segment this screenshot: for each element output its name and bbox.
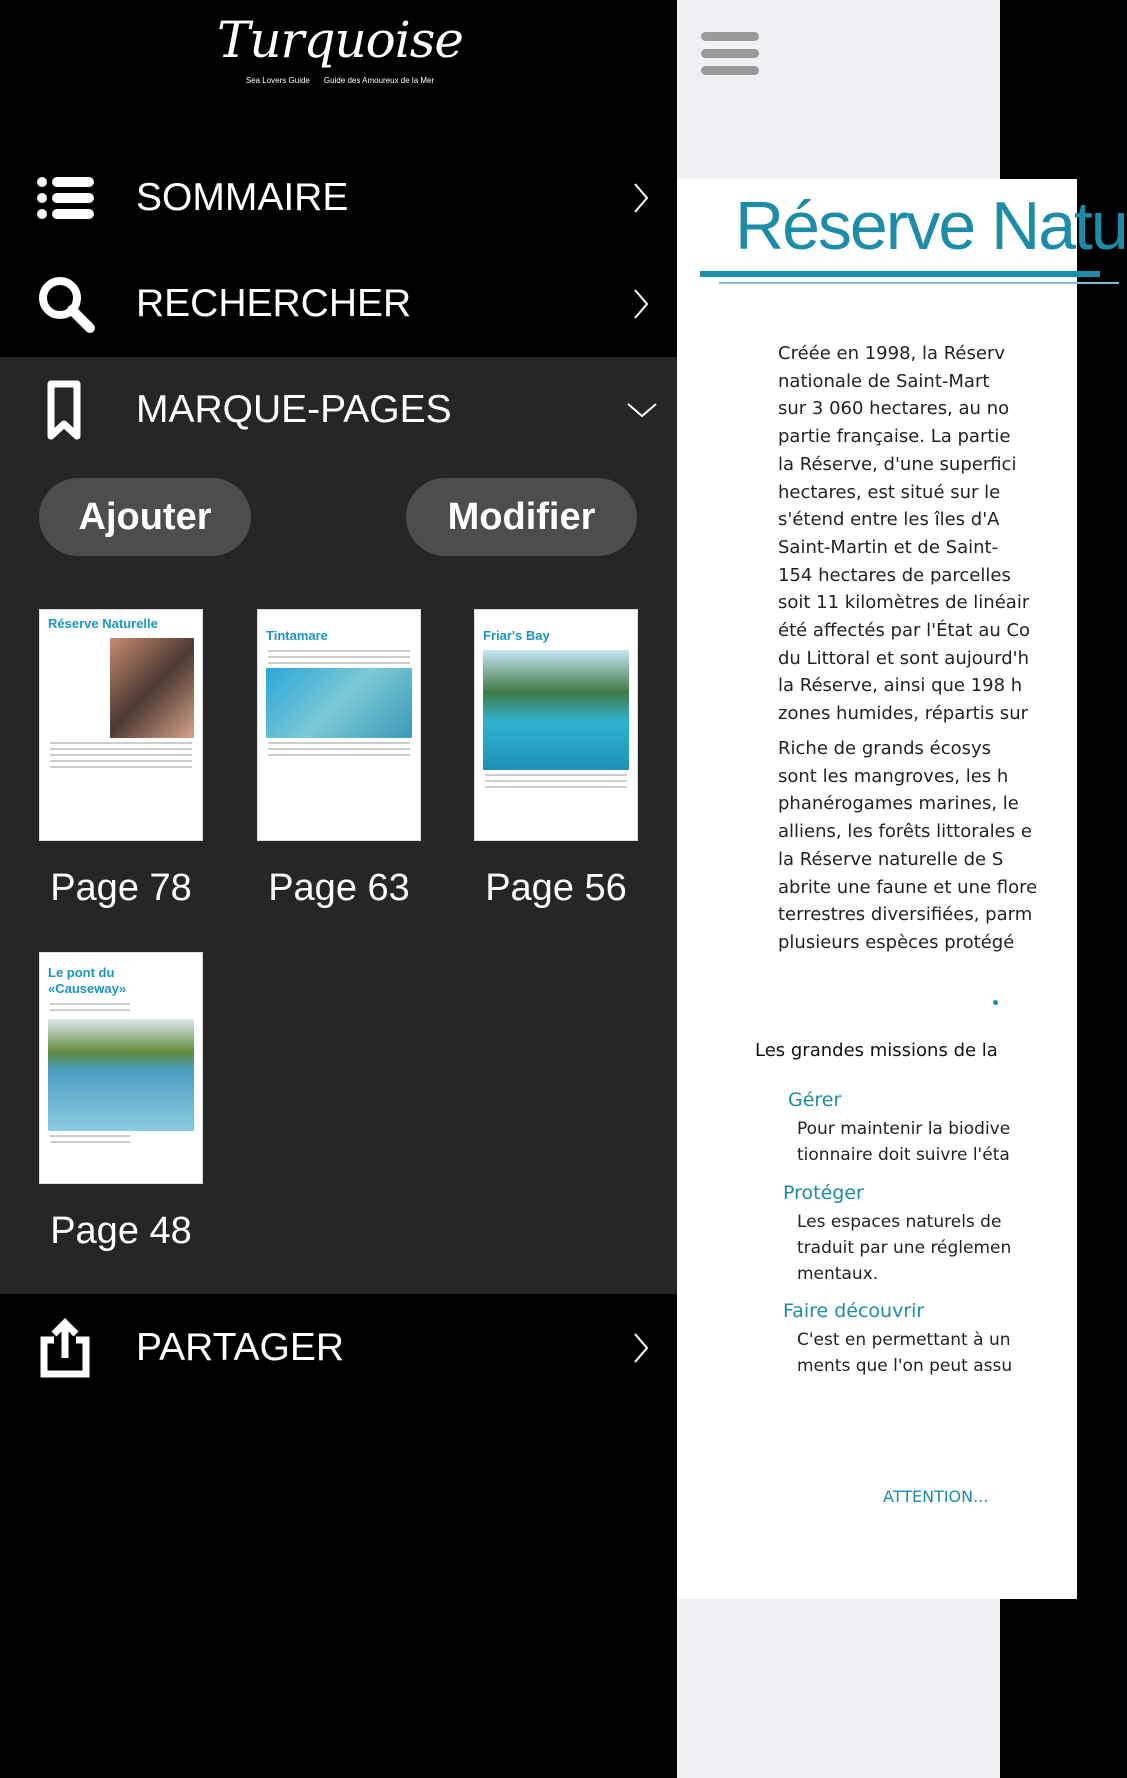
text-line: 154 hectares de parcelles [778, 564, 1011, 586]
chevron-right-icon [633, 1333, 649, 1363]
bookmark-thumbnail-page-56[interactable] [474, 609, 638, 841]
menu-item-partager[interactable] [0, 1298, 677, 1398]
text-line: Créée en 1998, la Réserv [778, 343, 1006, 364]
bookmark-thumbnail-page-48[interactable] [39, 952, 203, 1184]
logo-name: Turquoise [216, 11, 463, 69]
mission-title: Faire découvrir [783, 1300, 925, 1322]
menu-item-marque-pages[interactable] [0, 360, 677, 460]
missions-heading: Les grandes missions de la [755, 1040, 998, 1061]
hamburger-menu-icon[interactable] [701, 32, 759, 75]
thumbnail-title: Réserve Naturelle [48, 616, 158, 631]
thumbnail-image [266, 668, 412, 738]
thumbnail-image [48, 1019, 194, 1131]
mission-text [797, 1327, 1012, 1379]
menu-label: MARQUE-PAGES [136, 388, 452, 431]
bookmark-thumbnail-page-63[interactable] [257, 609, 421, 841]
title-underline-thin [719, 282, 1119, 284]
paragraph-2 [778, 735, 1037, 957]
text-line: ments que l'on peut assu [797, 1356, 1013, 1376]
thumbnail-image [110, 638, 194, 738]
bookmark-label: Page 63 [268, 867, 410, 909]
text-line: zones humides, répartis sur [778, 703, 1028, 725]
bookmark-label: Page 56 [485, 867, 627, 909]
list-icon [36, 176, 106, 220]
menu-item-rechercher[interactable] [0, 254, 677, 354]
logo-tagline-fr: Guide des Amoureux de la Mer [323, 76, 435, 85]
add-bookmark-button[interactable]: Ajouter [39, 478, 251, 556]
menu-label: PARTAGER [136, 1326, 345, 1369]
paragraph-1 [778, 340, 1030, 728]
text-line: Les espaces naturels de [797, 1212, 1002, 1232]
text-line: hectares, est situé sur le [778, 481, 1001, 503]
text-line: la Réserve, ainsi que 198 h [778, 675, 1023, 697]
text-line: alliens, les forêts littorales e [778, 821, 1032, 843]
logo-tagline-en: Sea Lovers Guide [245, 76, 310, 85]
bookmark-thumbnail-page-78[interactable] [39, 609, 203, 841]
article-page [677, 179, 1127, 1599]
chevron-right-icon [633, 289, 649, 319]
text-line: traduit par une réglemen [797, 1238, 1012, 1258]
thumbnail-title: Tintamare [266, 628, 328, 643]
text-line: sur 3 060 hectares, au no [778, 398, 1010, 420]
separator-dot [993, 1000, 998, 1005]
text-line: Saint-Martin et de Saint- [778, 536, 999, 558]
turquoise-logo [200, 10, 480, 100]
menu-label: SOMMAIRE [136, 176, 349, 219]
thumbnail-image [483, 650, 629, 770]
menu-label: RECHERCHER [136, 282, 412, 325]
text-line: la Réserve naturelle de S [778, 848, 1004, 870]
edit-bookmarks-button[interactable]: Modifier [406, 478, 637, 556]
text-line: Pour maintenir la biodive [797, 1119, 1011, 1139]
bookmark-label: Page 48 [50, 1210, 192, 1252]
bookmark-label: Page 78 [50, 867, 192, 909]
text-line: tionnaire doit suivre l'éta [797, 1145, 1010, 1165]
text-line: été affectés par l'État au Co [778, 620, 1031, 642]
article-title: Réserve Natu [735, 188, 1127, 264]
text-line: partie française. La partie [778, 426, 1011, 448]
text-line: terrestres diversifiées, parm [778, 904, 1033, 926]
share-icon [36, 1318, 106, 1378]
text-line: plusieurs espèces protégé [778, 931, 1015, 953]
chevron-right-icon [633, 183, 649, 213]
text-line: abrite une faune et une flore [778, 876, 1038, 898]
chevron-down-icon [627, 402, 657, 418]
mission-text [797, 1116, 1010, 1168]
text-line: sont les mangroves, les h [778, 765, 1009, 787]
text-line: nationale de Saint-Mart [778, 370, 990, 392]
text-line: la Réserve, d'une superfici [778, 453, 1017, 475]
thumbnail-title: Friar's Bay [483, 628, 550, 643]
search-icon [36, 274, 106, 334]
text-line: Riche de grands écosys [778, 738, 992, 759]
thumbnail-title: Le pont du «Causeway» [48, 965, 127, 996]
text-line: mentaux. [797, 1264, 879, 1284]
mission-text [797, 1209, 1011, 1287]
text-line: soit 11 kilomètres de linéair [778, 592, 1030, 614]
content-view [677, 0, 1127, 1778]
text-line: C'est en permettant à un [797, 1330, 1011, 1350]
attention-link[interactable]: ATTENTION... [883, 1487, 989, 1506]
mission-title: Gérer [788, 1089, 842, 1111]
text-line: phanérogames marines, le [778, 793, 1019, 815]
text-line: s'étend entre les îles d'A [778, 509, 1000, 531]
text-line: du Littoral et sont aujourd'h [778, 647, 1030, 669]
mission-title: Protéger [783, 1182, 864, 1204]
title-underline [700, 271, 1100, 277]
menu-item-sommaire[interactable] [0, 148, 677, 248]
bookmark-icon [36, 380, 106, 440]
